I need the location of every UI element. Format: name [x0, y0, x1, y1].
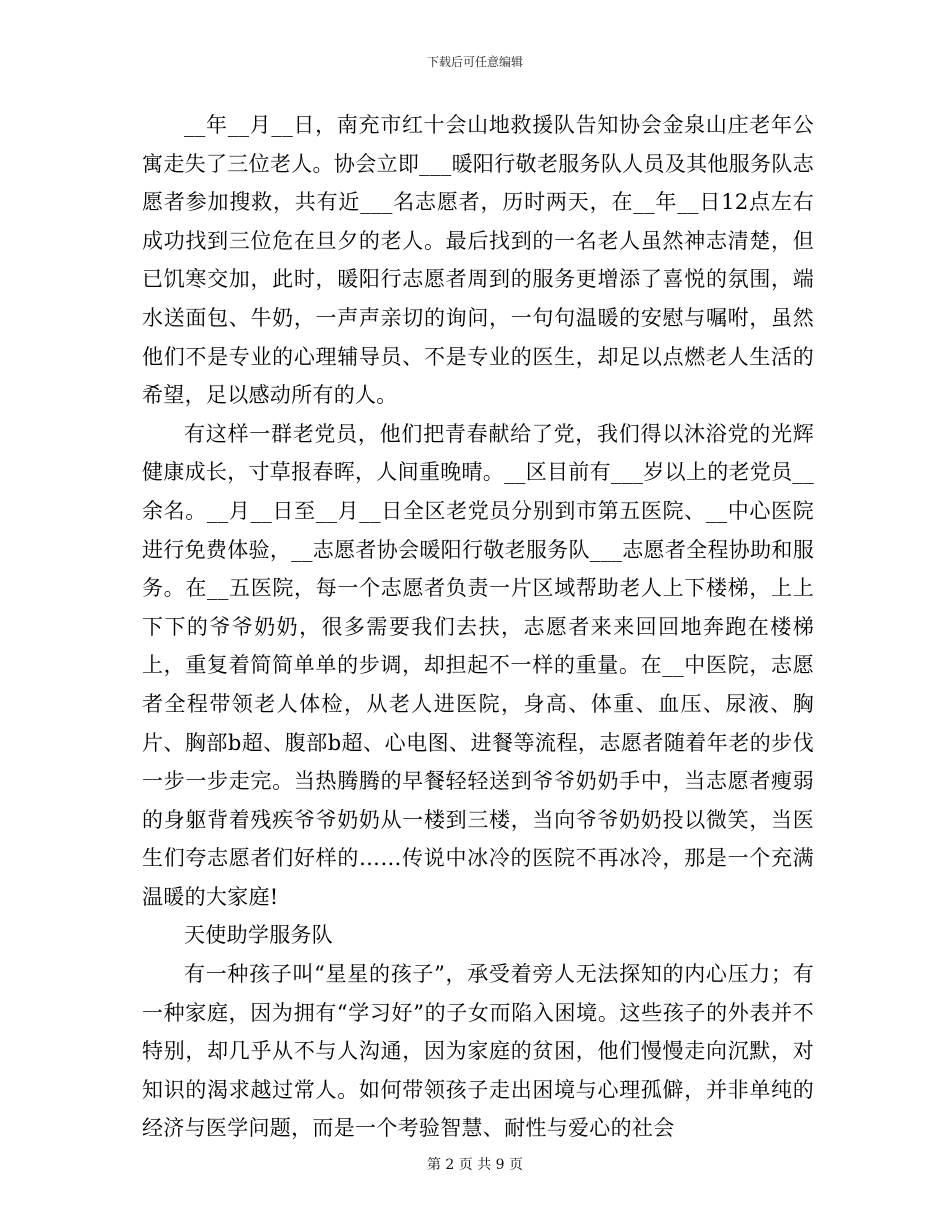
page-footer: 第 2 页 共 9 页 [426, 1157, 524, 1173]
paragraph-star-children: 有一种孩子叫“星星的孩子”，承受着旁人无法探知的内心压力；有一种家庭，因为拥有“学习好”的子女而陷入困境。这些孩子的外表并不特别，却几乎从不与人沟通，因为家庭的贫困，他们慢慢走向沉默，对知识的渴求越过常人。如何带领孩子走出困境与心理孤僻，并非单纯的经济与医学问题，而是一个考验智慧、耐性与爱心的社会 [142, 962, 814, 1141]
paragraph-rescue: __年__月__日，南充市红十会山地救援队告知协会金泉山庄老年公寓走失了三位老人。协会立即___暖阳行敬老服务队人员及其他服务队志愿者参加搜救，共有近___名志愿者，历时两天，在__年__日12点左右成功找到三位危在旦夕的老人。最后找到的一名老人虽然神志清楚，但已饥寒交加，此时，暖阳行志愿者周到的服务更增添了喜悦的氛围，端水送面包、牛奶，一声声亲切的询问，一句句温暖的安慰与嘱咐，虽然他们不是专业的心理辅导员、不是专业的医生，却足以点燃老人生活的希望，足以感动所有的人。 [142, 113, 814, 408]
paragraph-old-party-members: 有这样一群老党员，他们把青春献给了党，我们得以沐浴党的光辉健康成长，寸草报春晖，人间重晚晴。__区目前有___岁以上的老党员__余名。__月__日至__月__日全区老党员分别到市第五医院、__中心医院进行免费体验，__志愿者协会暖阳行敬老服务队___志愿者全程协助和服务。在__五医院，每一个志愿者负责一片区域帮助老人上下楼梯，上上下下的爷爷奶奶，很多需要我们去扶，志愿者来来回回地奔跑在楼梯上，重复着简简单单的步调，却担起不一样的重量。在__中医院，志愿者全程带领老人体检，从老人进医院，身高、体重、血压、尿液、胸片、胸部b超、腹部b超、心电图、进餐等流程，志愿者随着年老的步伐一步一步走完。当热腾腾的早餐轻轻送到爷爷奶奶手中，当志愿者瘦弱的身躯背着残疾爷爷奶奶从一楼到三楼，当向爷爷奶奶投以微笑，当医生们夸志愿者们好样的……传说中冰冷的医院不再冰冷，那是一个充满温暖的大家庭! [142, 421, 814, 909]
page-header: 下载后可任意编辑 [426, 55, 523, 69]
document-body [142, 106, 814, 1148]
section-heading-angel-team: 天使助学服务队 [184, 923, 334, 948]
